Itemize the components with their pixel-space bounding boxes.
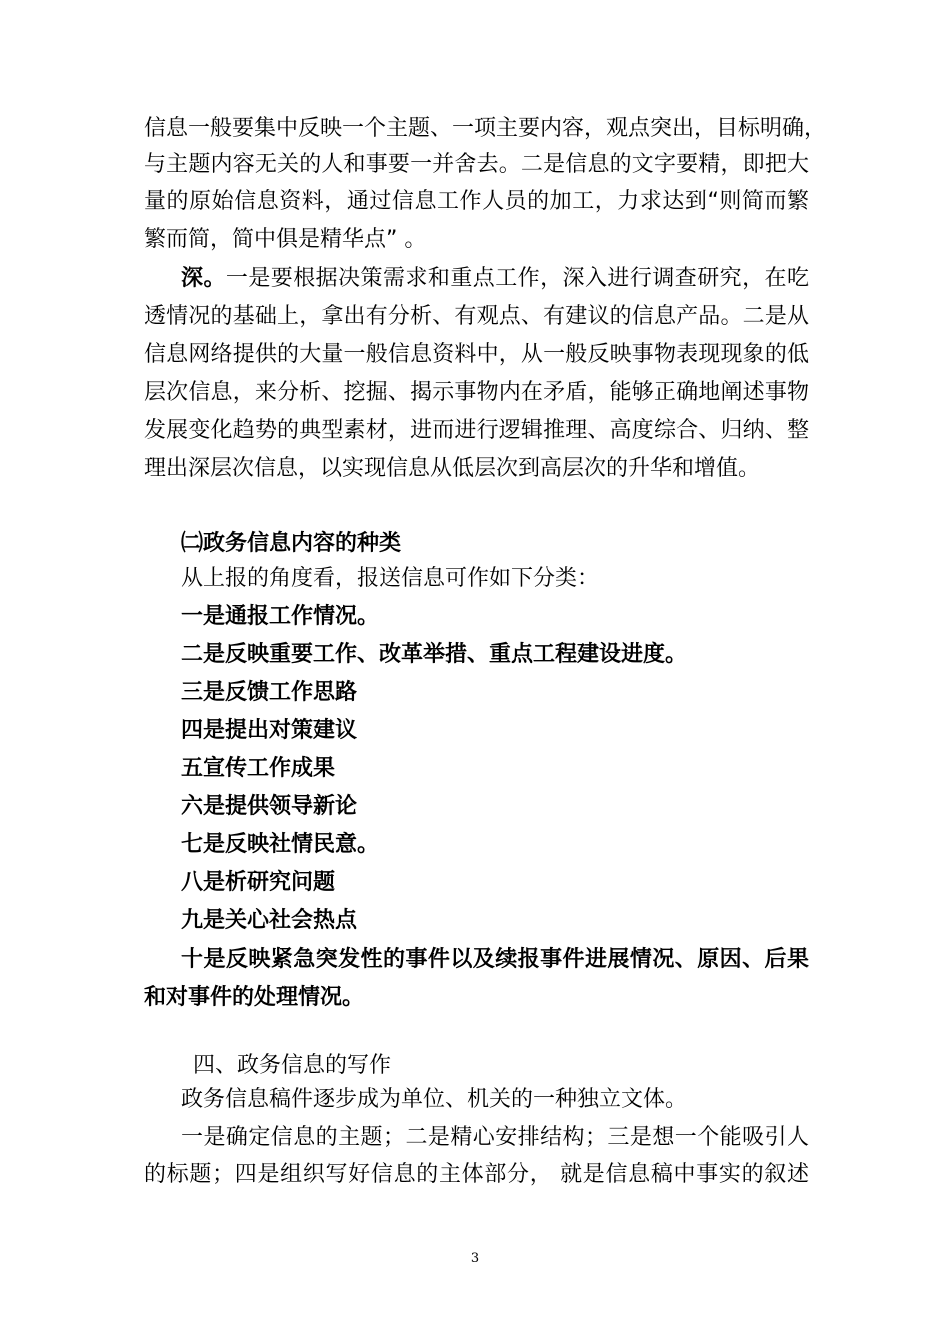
paragraph-lead: 深。: [181, 266, 226, 291]
paragraph-line: 理出深层次信息，以实现信息从低层次到高层次的升华和增值。: [144, 456, 761, 481]
paragraph-line: 透情况的基础上，拿出有分析、有观点、有建议的信息产品。二是从: [144, 304, 809, 329]
paragraph-line: 从上报的角度看，报送信息可作如下分类：: [181, 566, 600, 591]
paragraph-text: 一是要根据决策需求和重点工作，深入进行调查研究，在吃: [225, 266, 809, 291]
list-item: 五宣传工作成果: [181, 756, 336, 781]
paragraph-line: 繁而简，简中俱是精华点” 。: [144, 227, 427, 252]
list-item: 二是反映重要工作、改革举措、重点工程建设进度。: [181, 642, 688, 667]
list-item: 三是反馈工作思路: [181, 680, 358, 705]
paragraph-line: 与主题内容无关的人和事要一并舍去。二是信息的文字要精，即把大: [144, 152, 809, 177]
list-item: 四是提出对策建议: [181, 718, 358, 743]
page-number: 3: [470, 1251, 480, 1266]
list-item: 六是提供领导新论: [181, 794, 358, 819]
paragraph-line: 的标题；四是组织写好信息的主体部分， 就是信息稿中事实的叙述: [144, 1162, 809, 1187]
paragraph-line: 层次信息，来分析、挖掘、揭示事物内在矛盾，能够正确地阐述事物: [144, 380, 809, 405]
list-item: 和对事件的处理情况。: [144, 985, 365, 1010]
paragraph-line: 政务信息稿件逐步成为单位、机关的一种独立文体。: [181, 1087, 688, 1112]
paragraph-line: 信息网络提供的大量一般信息资料中，从一般反映事物表现现象的低: [144, 342, 809, 367]
paragraph-line: 信息一般要集中反映一个主题、一项主要内容，观点突出，目标明确，: [144, 116, 827, 141]
section-heading: ㈡政务信息内容的种类: [181, 531, 402, 556]
paragraph-line: 发展变化趋势的典型素材，进而进行逻辑推理、高度综合、归纳、整: [144, 418, 809, 443]
list-item: 一是通报工作情况。: [181, 604, 380, 629]
paragraph-line: 量的原始信息资料，通过信息工作人员的加工，力求达到“则简而繁: [144, 189, 809, 214]
paragraph-line: [181, 264, 809, 294]
paragraph-line: 一是确定信息的主题；二是精心安排结构；三是想一个能吸引人: [181, 1125, 809, 1150]
list-item: 十是反映紧急突发性的事件以及续报事件进展情况、原因、后果: [181, 947, 809, 972]
list-item: 八是析研究问题: [181, 870, 336, 895]
list-item: 七是反映社情民意。: [181, 832, 380, 857]
list-item: 九是关心社会热点: [181, 908, 358, 933]
section-heading: 四、政务信息的写作: [193, 1053, 392, 1078]
